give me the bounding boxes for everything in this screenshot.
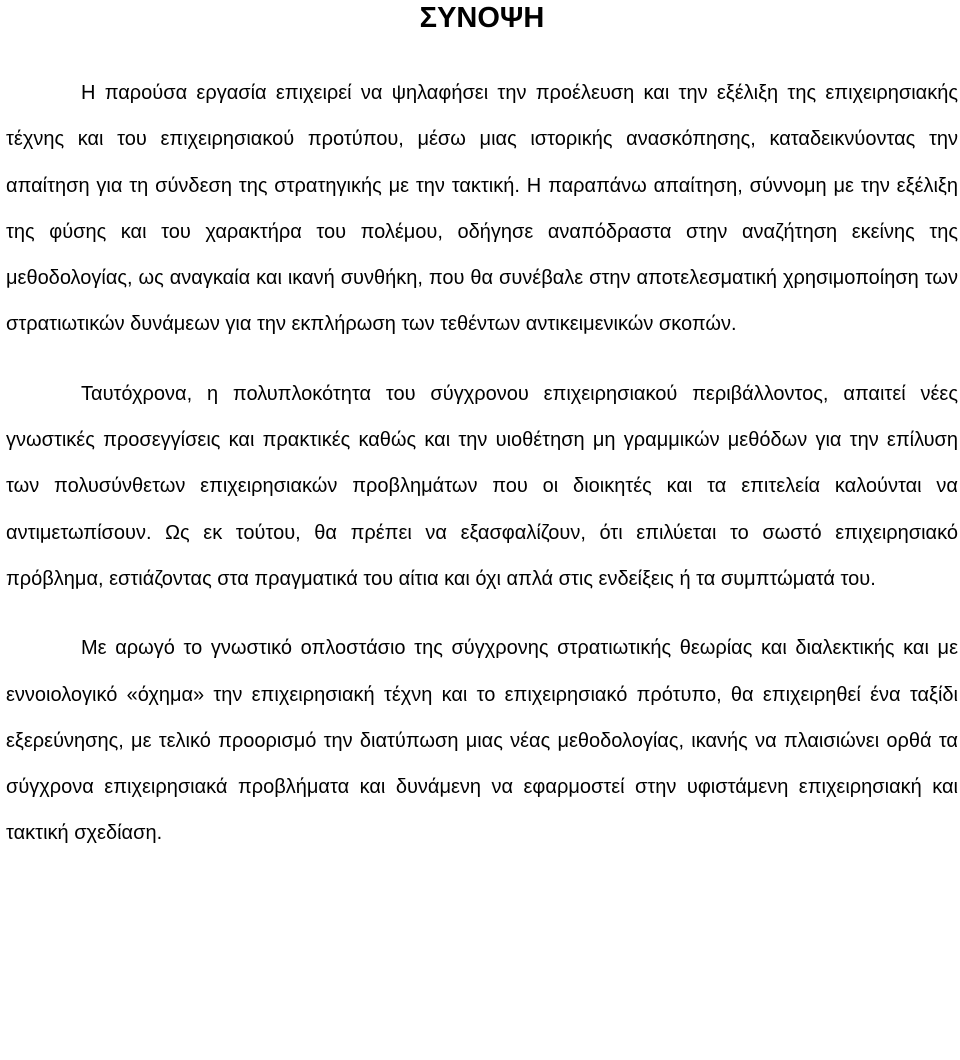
- document-page: [6, 0, 958, 857]
- paragraph-2: Ταυτόχρονα, η πολυπλοκότητα του σύγχρονου επιχειρησιακού περιβάλλοντος, απαιτεί νέες γνωστικές προσεγγίσεις και πρακτικές καθώς και την υιοθέτηση μη γραμμικών μεθόδων για την επίλυση των πολυσύνθετων επιχειρησιακών προβλημάτων που οι διοικητές και τα επιτελεία καλούνται να αντιμετωπίσουν. Ως εκ τούτου, θα πρέπει να εξασφαλίζουν, ότι επιλύεται το σωστό επιχειρησιακό πρόβλημα, εστιάζοντας στα πραγματικά του αίτια και όχι απλά στις ενδείξεις ή τα συμπτώματά του.: [6, 382, 958, 590]
- page-title: ΣΥΝΟΨΗ: [419, 2, 545, 34]
- paragraph-3: Με αρωγό το γνωστικό οπλοστάσιο της σύγχρονης στρατιωτικής θεωρίας και διαλεκτικής και με εννοιολογικό «όχημα» την επιχειρησιακή τέχνη και το επιχειρησιακό πρότυπο, θα επιχειρηθεί ένα ταξίδι εξερεύνησης, με τελικό προορισμό την διατύπωση μιας νέας μεθοδολογίας, ικανής να πλαισιώνει ορθά τα σύγχρονα επιχειρησιακά προβλήματα και δυνάμενη να εφαρμοστεί στην υφιστάμενη επιχειρησιακή και τακτική σχεδίαση.: [6, 637, 958, 845]
- paragraph-1: Η παρούσα εργασία επιχειρεί να ψηλαφήσει την προέλευση και την εξέλιξη της επιχειρησιακής τέχνης και του επιχειρησιακού προτύπου, μέσω μιας ιστορικής ανασκόπησης, καταδεικνύοντας την απαίτηση για τη σύνδεση της στρατηγικής με την τακτική. Η παραπάνω απαίτηση, σύννομη με την εξέλιξη της φύσης και του χαρακτήρα του πολέμου, οδήγησε αναπόδραστα στην αναζήτηση εκείνης της μεθοδολογίας, ως αναγκαία και ικανή συνθήκη, που θα συνέβαλε στην αποτελεσματική χρησιμοποίηση των στρατιωτικών δυνάμεων για την εκπλήρωση των τεθέντων αντικειμενικών σκοπών.: [6, 82, 958, 336]
